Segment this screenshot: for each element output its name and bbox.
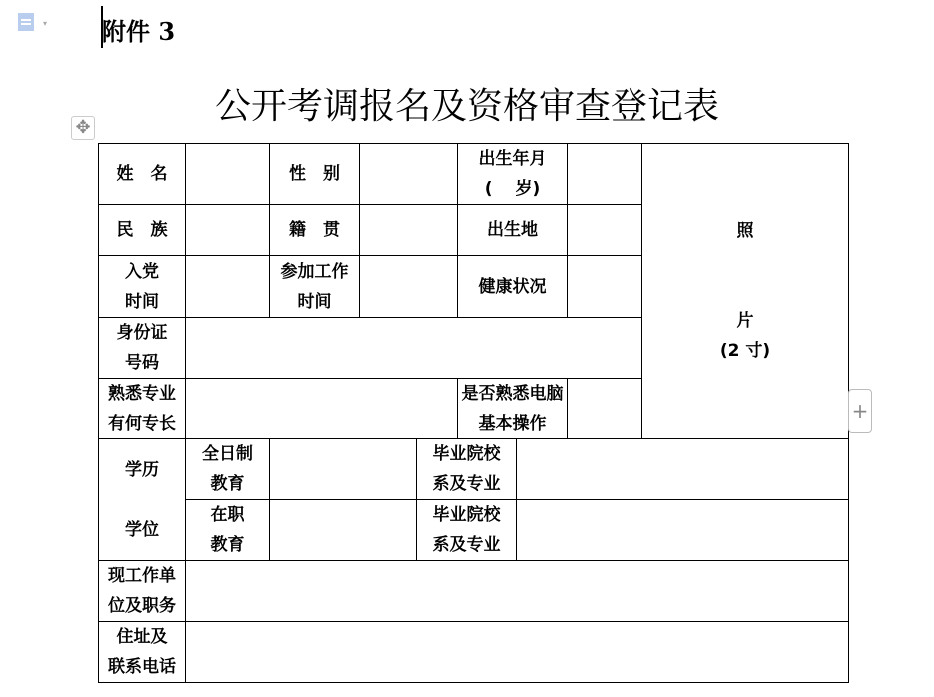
text: 有何专长: [108, 413, 176, 434]
text: 健康状况: [478, 276, 547, 297]
label-work: [269, 255, 360, 318]
text: 身份证: [116, 323, 168, 343]
text: 姓 名: [116, 164, 168, 184]
text: 照: [736, 221, 754, 241]
attachment-label: 附件 3: [102, 17, 176, 46]
label-address: [98, 621, 186, 683]
field-gender[interactable]: [359, 143, 458, 205]
text: 入党: [125, 261, 159, 282]
field-birthplace[interactable]: [567, 204, 642, 256]
text: 学历: [125, 459, 159, 480]
text: 熟悉专业: [108, 383, 176, 404]
field-health[interactable]: [567, 255, 642, 318]
text: 时间: [125, 291, 159, 312]
text: 民 族: [116, 220, 168, 240]
text: 是否熟悉电脑: [461, 383, 564, 404]
field-party[interactable]: [185, 255, 270, 318]
text: ( 岁): [484, 179, 541, 199]
label-job: [98, 560, 186, 622]
text: 学位: [125, 519, 159, 540]
field-birth[interactable]: [567, 143, 642, 205]
label-party: [98, 255, 186, 318]
text: 籍 贯: [289, 220, 340, 240]
field-school-full[interactable]: [516, 438, 849, 500]
text: 出生地: [487, 220, 538, 240]
photo-cell[interactable]: [641, 143, 849, 439]
field-id[interactable]: [185, 317, 642, 379]
text: 毕业院校: [432, 505, 501, 525]
text: 联系电话: [108, 657, 176, 677]
label-fulltime: [185, 438, 270, 500]
field-address[interactable]: [185, 621, 849, 683]
text: 毕业院校: [432, 444, 501, 464]
text: 教育: [210, 474, 245, 494]
text: 性 别: [289, 164, 340, 184]
field-job[interactable]: [185, 560, 849, 622]
label-birth: [457, 143, 568, 205]
text: 系及专业: [432, 474, 501, 494]
text: 住址及: [116, 627, 168, 647]
text: 时间: [297, 291, 332, 312]
field-name[interactable]: [185, 143, 270, 205]
text: 片: [736, 311, 754, 331]
table-move-icon[interactable]: ✥: [71, 116, 95, 140]
text: 全日制: [202, 444, 253, 464]
page-title: 公开考调报名及资格审查登记表: [214, 86, 719, 127]
field-school-onjob[interactable]: [516, 499, 849, 561]
add-column-icon[interactable]: +: [848, 389, 872, 433]
label-gender: [269, 143, 360, 205]
label-native: [269, 204, 360, 256]
text: 在职: [210, 505, 245, 525]
field-pc[interactable]: [567, 378, 642, 439]
label-edu-degree: [98, 438, 186, 561]
label-onjob: [185, 499, 270, 561]
label-health: [457, 255, 568, 318]
text: (2 寸): [719, 341, 771, 361]
dropdown-caret-icon[interactable]: ▾: [43, 19, 48, 28]
text: 出生年月: [478, 149, 547, 169]
label-id: [98, 317, 186, 379]
field-work[interactable]: [359, 255, 458, 318]
field-major[interactable]: [185, 378, 458, 439]
label-school-full: [416, 438, 517, 500]
text: 现工作单: [108, 566, 176, 586]
field-fulltime[interactable]: [269, 438, 417, 500]
field-native[interactable]: [359, 204, 458, 256]
label-birthplace: [457, 204, 568, 256]
text: 系及专业: [432, 535, 501, 555]
label-major: [98, 378, 186, 439]
text: 教育: [210, 535, 245, 555]
label-name: [98, 143, 186, 205]
document-icon[interactable]: [18, 13, 34, 31]
label-school-onjob: [416, 499, 517, 561]
label-ethnic: [98, 204, 186, 256]
field-ethnic[interactable]: [185, 204, 270, 256]
field-onjob[interactable]: [269, 499, 417, 561]
label-pc: [457, 378, 568, 439]
text: 基本操作: [478, 413, 547, 434]
text: 参加工作: [280, 261, 349, 282]
text: 号码: [125, 353, 159, 373]
text: 位及职务: [108, 596, 176, 616]
